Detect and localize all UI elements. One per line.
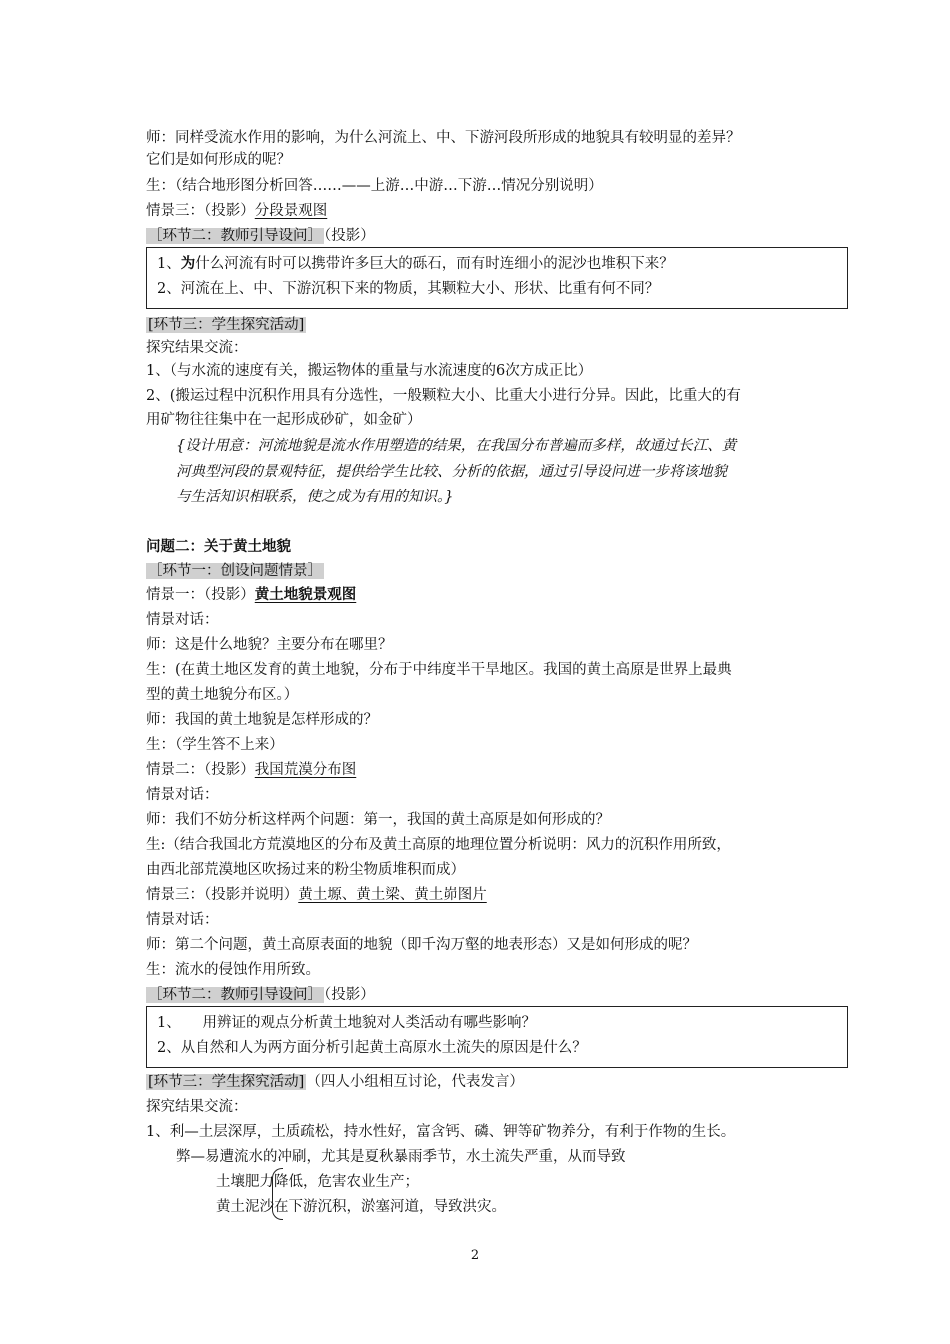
q1-bold-char: 为 bbox=[180, 255, 196, 272]
teacher-line: 师：我们不妨分析这样两个问题：第一，我国的黄土高原是如何形成的？ bbox=[146, 812, 610, 828]
section-one-heading bbox=[146, 560, 324, 582]
teacher-line: 师：我国的黄土地貌是怎样形成的？ bbox=[146, 712, 378, 728]
design-note-3: 与生活知识相联系，使之成为有用的知识。} bbox=[176, 489, 454, 505]
desert-map-link: 我国荒漠分布图 bbox=[254, 762, 357, 778]
student-line-cont: 由西北部荒漠地区吹扬过来的粉尘物质堆积而成） bbox=[146, 862, 465, 878]
result-1: 1、（与水流的速度有关，搬运物体的重量与水流速度的6次方成正比） bbox=[146, 363, 593, 379]
dialog-label: 情景对话： bbox=[146, 612, 219, 628]
result-2-cont: 用矿物往往集中在一起形成砂矿，如金矿） bbox=[146, 412, 422, 428]
scene-three-line bbox=[146, 200, 327, 222]
results-heading: 探究结果交流： bbox=[146, 340, 248, 356]
section-suffix: （四人小组相互讨论，代表发言） bbox=[306, 1074, 524, 1090]
dialog-label: 情景对话： bbox=[146, 787, 219, 803]
scene-label: 情景三：（投影） bbox=[146, 203, 255, 219]
section-two-heading bbox=[146, 984, 375, 1006]
brace-bracket bbox=[272, 1168, 283, 1220]
student-line-cont: 型的黄土地貌分布区。） bbox=[146, 687, 299, 703]
student-answer-line: 生：（结合地形图分析回答……——上游…中游…下游…情况分别说明） bbox=[146, 178, 603, 194]
scene-label: 情景一：（投影） bbox=[146, 587, 255, 603]
result-effect-2: 黄土泥沙在下游沉积，淤塞河道，导致洪灾。 bbox=[216, 1199, 506, 1215]
section-label: ［环节二：教师引导设问］ bbox=[148, 228, 322, 244]
teacher-question-line: 师：同样受流水作用的影响，为什么河流上、中、下游河段所形成的地貌具有较明显的差异？ bbox=[146, 130, 741, 146]
q1-number: 1、 bbox=[157, 256, 181, 272]
section-label: ［环节一：创设问题情景］ bbox=[148, 563, 322, 579]
box2-question-2: 2、从自然和人为两方面分析引起黄土高原水土流失的原因是什么？ bbox=[157, 1040, 587, 1056]
loess-landscape-map-link: 黄土地貌景观图 bbox=[254, 586, 357, 603]
results-heading: 探究结果交流： bbox=[146, 1099, 248, 1115]
box1-question-1 bbox=[157, 253, 674, 275]
design-note-2: 河典型河段的景观特征，提供给学生比较、分析的依据，通过引导设问进一步将该地貌 bbox=[176, 464, 727, 480]
section-suffix: （投影） bbox=[324, 228, 375, 244]
problem-two-title: 问题二：关于黄土地貌 bbox=[146, 538, 291, 555]
box1-question-2: 2、河流在上、中、下游沉积下来的物质，其颗粒大小、形状、比重有何不同？ bbox=[157, 281, 660, 297]
page-number: 2 bbox=[470, 1248, 480, 1263]
teacher-line: 师：第二个问题，黄土高原表面的地貌（即千沟万壑的地表形态）又是如何形成的呢？ bbox=[146, 937, 697, 953]
student-line: 生：流水的侵蚀作用所致。 bbox=[146, 962, 320, 978]
scene-label: 情景二：（投影） bbox=[146, 762, 255, 778]
result-2: 2、(搬运过程中沉积作用具有分选性，一般颗粒大小、比重大小进行分异。因此，比重大的有 bbox=[146, 388, 741, 404]
teacher-line: 师：这是什么地貌？主要分布在哪里？ bbox=[146, 637, 393, 653]
loess-pictures-link: 黄土塬、黄土梁、黄土峁图片 bbox=[298, 887, 487, 903]
result-1: 1、利—土层深厚，土质疏松，持水性好，富含钙、磷、钾等矿物养分，有利于作物的生长。 bbox=[146, 1124, 736, 1140]
section-label: [环节三：学生探究活动] bbox=[148, 1074, 305, 1090]
student-line: 生:（结合我国北方荒漠地区的分布及黄土高原的地理位置分析说明：风力的沉积作用所致， bbox=[146, 837, 731, 853]
section-label: [环节三：学生探究活动] bbox=[148, 317, 305, 333]
student-line: 生：(在黄土地区发育的黄土地貌，分布于中纬度半干旱地区。我国的黄土高原是世界上最典 bbox=[146, 662, 732, 678]
scene-label: 情景三：（投影并说明） bbox=[146, 887, 299, 903]
question-box-2 bbox=[146, 1006, 848, 1068]
section-suffix: （投影） bbox=[324, 987, 375, 1003]
section-two-heading bbox=[146, 225, 375, 247]
question-box-1 bbox=[146, 247, 848, 309]
scene-two-line bbox=[146, 759, 356, 781]
box2-question-1: 1、 用辨证的观点分析黄土地貌对人类活动有哪些影响？ bbox=[157, 1015, 536, 1031]
scene-one-line bbox=[146, 584, 356, 606]
teacher-question-line-2: 它们是如何形成的呢？ bbox=[146, 152, 291, 168]
scene-three-line bbox=[146, 884, 487, 906]
result-drawback: 弊—易遭流水的冲刷，尤其是夏秋暴雨季节，水土流失严重，从而导致 bbox=[176, 1149, 626, 1165]
segment-landscape-map-link: 分段景观图 bbox=[254, 203, 328, 219]
design-note-1: {设计用意：河流地貌是流水作用塑造的结果，在我国分布普遍而多样，故通过长江、黄 bbox=[176, 438, 737, 454]
section-three-heading bbox=[146, 1071, 524, 1093]
section-three-heading bbox=[146, 314, 306, 336]
result-effect-1: 土壤肥力降低，危害农业生产； bbox=[216, 1174, 419, 1190]
dialog-label: 情景对话： bbox=[146, 912, 219, 928]
q1-text: 什么河流有时可以携带许多巨大的砾石，而有时连细小的泥沙也堆积下来？ bbox=[195, 256, 674, 272]
section-label: ［环节二：教师引导设问］ bbox=[148, 987, 322, 1003]
student-line: 生：（学生答不上来） bbox=[146, 737, 284, 753]
